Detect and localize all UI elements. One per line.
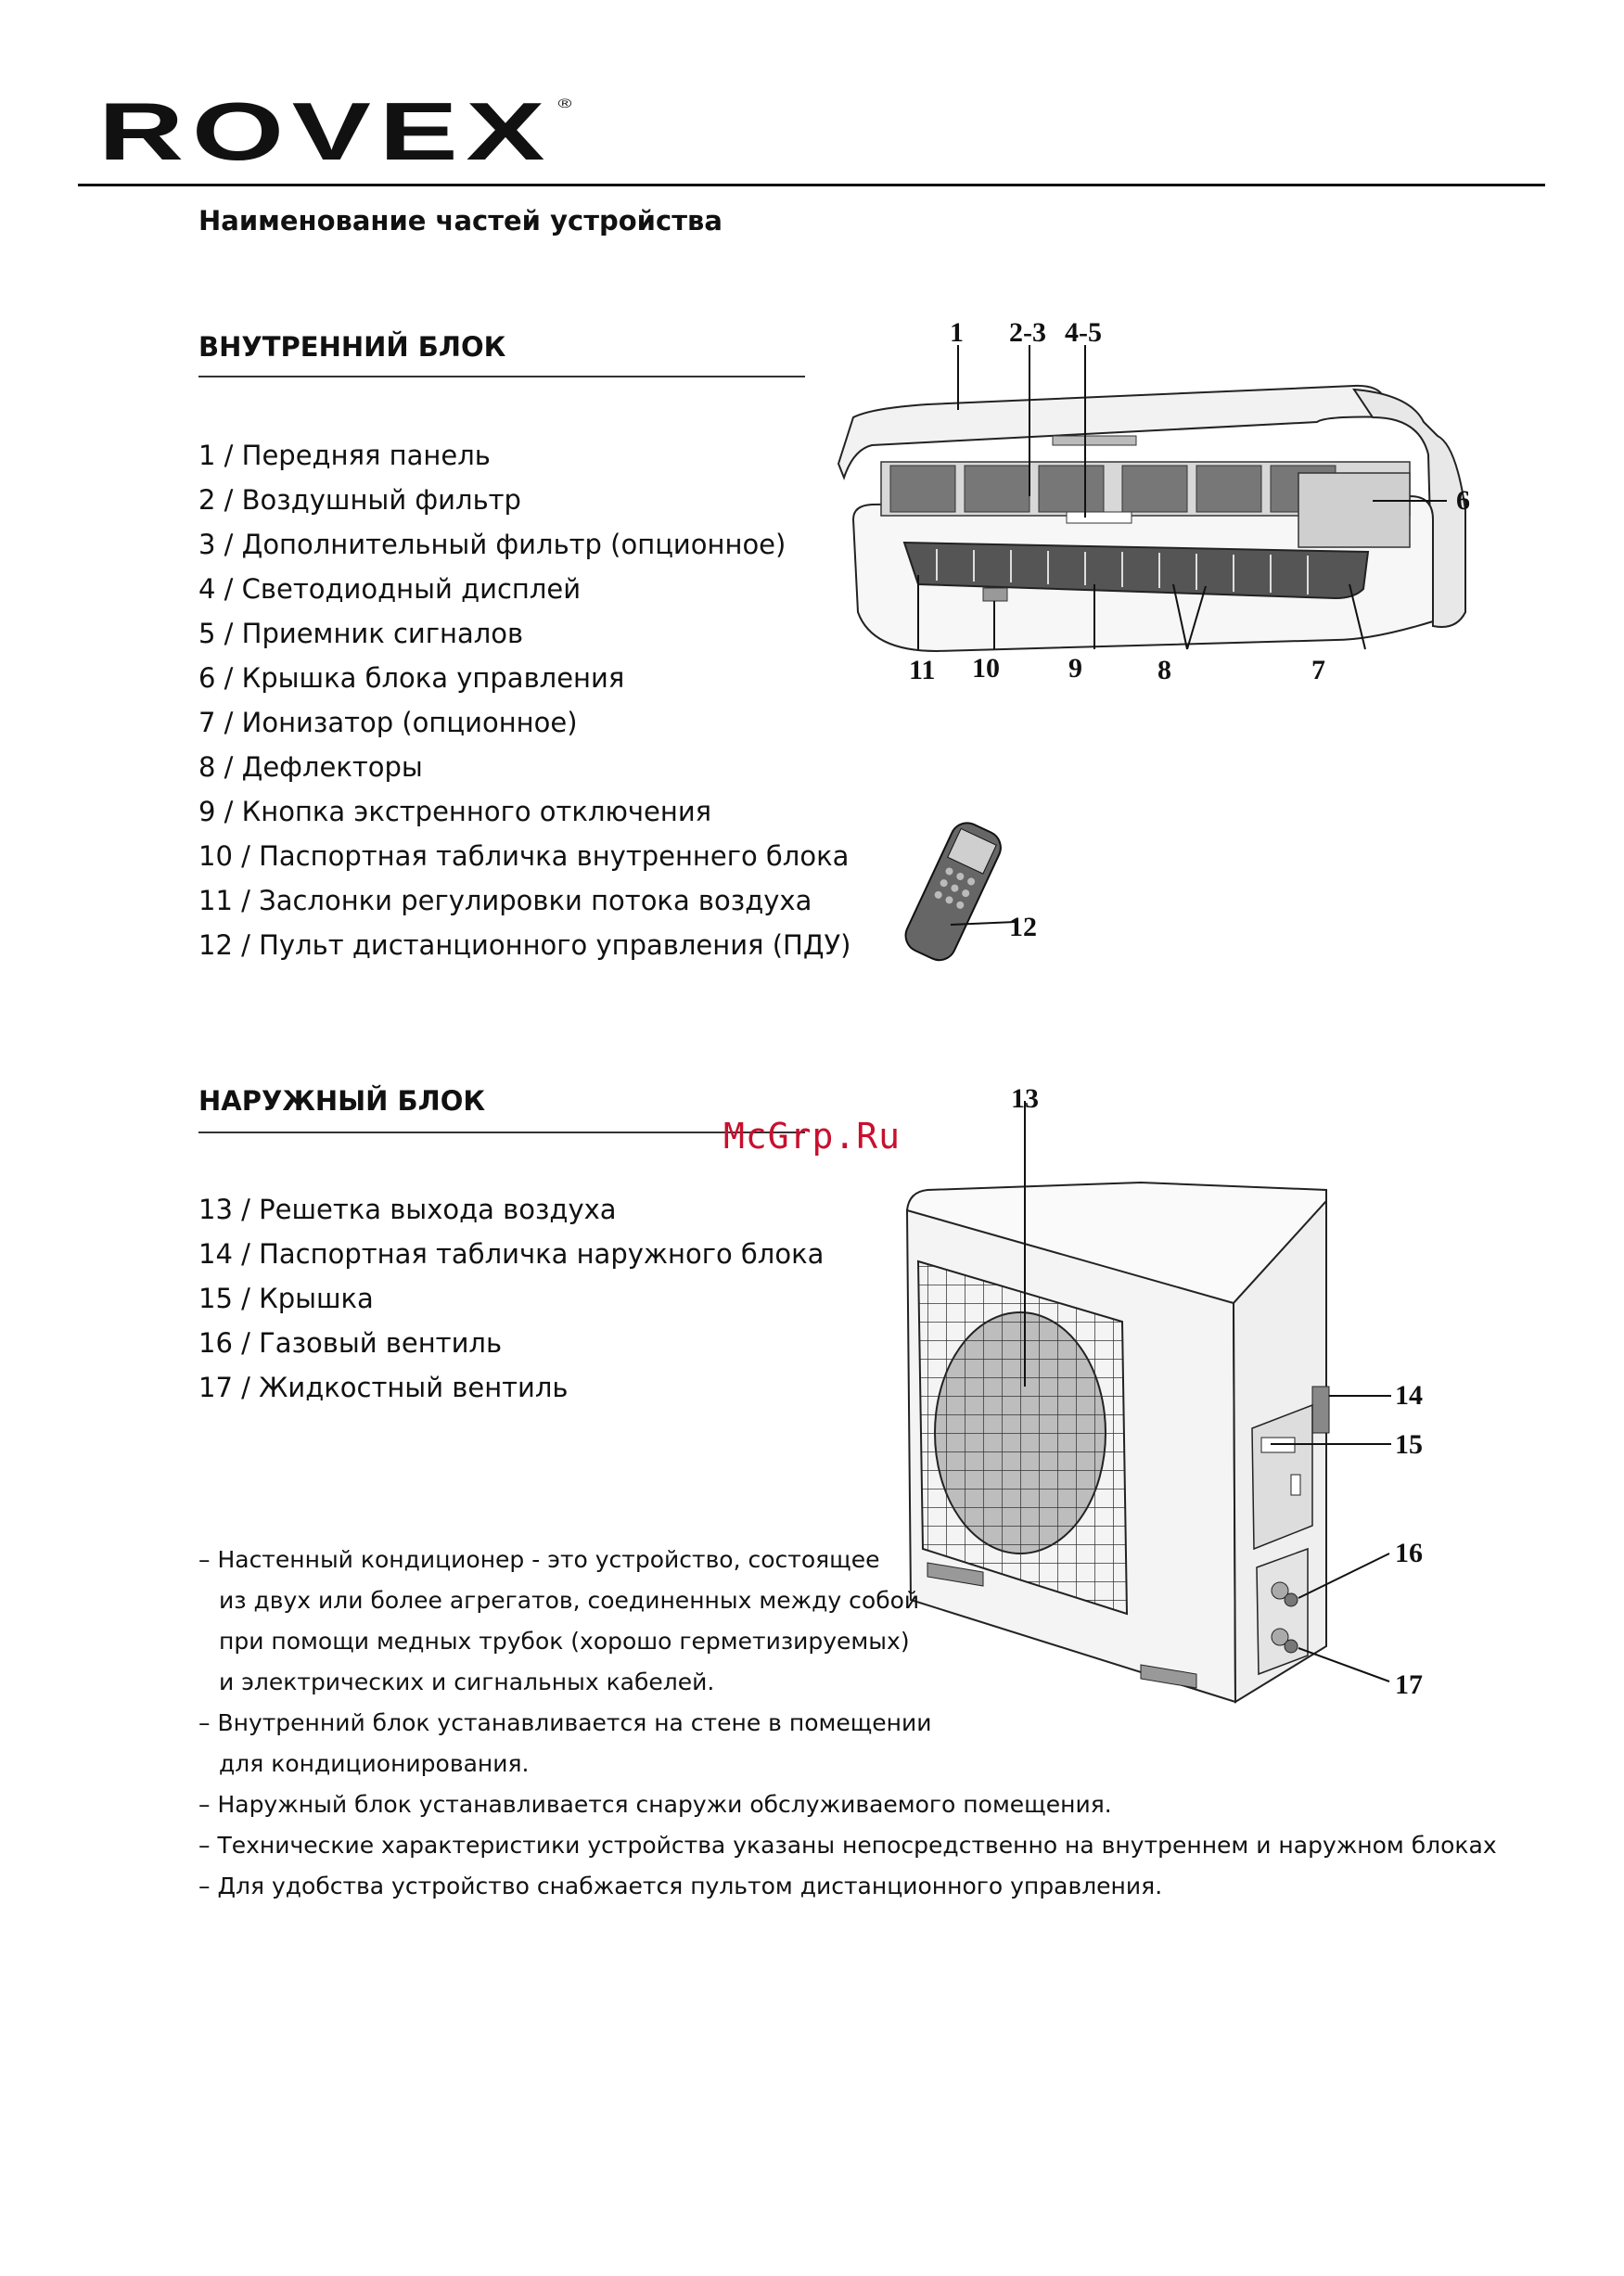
callout-10: 10 bbox=[972, 653, 1000, 684]
outdoor-section-rule bbox=[198, 1132, 805, 1133]
list-item: 11 / Заслонки регулировки потока воздуха bbox=[198, 885, 812, 916]
outdoor-section-title: НАРУЖНЫЙ БЛОК bbox=[198, 1085, 486, 1117]
outdoor-parts-list bbox=[198, 1187, 824, 1410]
logo-text: ROVEX bbox=[98, 85, 554, 177]
callout-17: 17 bbox=[1395, 1669, 1423, 1700]
list-item: 14 / Паспортная табличка наружного блока bbox=[198, 1238, 825, 1270]
note-line: – Настенный кондиционер - это устройство, состоящее bbox=[198, 1546, 880, 1573]
callout-11: 11 bbox=[909, 655, 936, 685]
indoor-section-title: ВНУТРЕННИЙ БЛОК bbox=[198, 331, 506, 363]
list-item: 9 / Кнопка экстренного отключения bbox=[198, 796, 712, 827]
list-item: 15 / Крышка bbox=[198, 1283, 374, 1314]
brand-logo bbox=[98, 85, 572, 177]
callout-15: 15 bbox=[1395, 1429, 1423, 1460]
list-item: 3 / Дополнительный фильтр (опционное) bbox=[198, 529, 786, 560]
callout-16: 16 bbox=[1395, 1538, 1423, 1568]
watermark: McGrp.Ru bbox=[723, 1116, 902, 1157]
callout-12: 12 bbox=[1009, 912, 1037, 942]
note-line: – Внутренний блок устанавливается на стене в помещении bbox=[198, 1709, 932, 1736]
note-line: для кондиционирования. bbox=[219, 1750, 530, 1777]
note-line: – Для удобства устройство снабжается пультом дистанционного управления. bbox=[198, 1873, 1163, 1899]
callout-7: 7 bbox=[1311, 655, 1325, 685]
list-item: 13 / Решетка выхода воздуха bbox=[198, 1194, 617, 1225]
header-rule bbox=[78, 184, 1545, 186]
callout-6: 6 bbox=[1456, 485, 1470, 516]
list-item: 4 / Светодиодный дисплей bbox=[198, 573, 582, 605]
list-item: 2 / Воздушный фильтр bbox=[198, 484, 521, 516]
list-item: 7 / Ионизатор (опционное) bbox=[198, 707, 578, 738]
note-line: – Технические характеристики устройства указаны непосредственно на внутреннем и наружном блоках bbox=[198, 1832, 1497, 1859]
indoor-parts-list bbox=[198, 433, 850, 967]
note-line: из двух или более агрегатов, соединенных между собой bbox=[219, 1587, 920, 1614]
registered-mark: ® bbox=[557, 96, 572, 110]
list-item: 8 / Дефлекторы bbox=[198, 751, 423, 783]
callout-1: 1 bbox=[950, 317, 964, 348]
callout-8: 8 bbox=[1157, 655, 1171, 685]
callout-9: 9 bbox=[1068, 653, 1082, 684]
indoor-section-rule bbox=[198, 376, 805, 377]
callout-4-5: 4-5 bbox=[1065, 317, 1102, 348]
note-line: при помощи медных трубок (хорошо герметизируемых) bbox=[219, 1628, 910, 1655]
remote-control-illustration bbox=[886, 816, 1016, 965]
list-item: 1 / Передняя панель bbox=[198, 440, 491, 471]
list-item: 6 / Крышка блока управления bbox=[198, 662, 625, 694]
list-item: 12 / Пульт дистанционного управления (ПДУ) bbox=[198, 929, 851, 961]
note-line: и электрических и сигнальных кабелей. bbox=[219, 1669, 715, 1695]
callout-14: 14 bbox=[1395, 1380, 1423, 1411]
list-item: 17 / Жидкостный вентиль bbox=[198, 1372, 569, 1403]
callout-13: 13 bbox=[1011, 1083, 1039, 1114]
list-item: 5 / Приемник сигналов bbox=[198, 618, 524, 649]
page-title: Наименование частей устройства bbox=[198, 205, 722, 237]
notes-list bbox=[198, 1540, 1497, 1907]
list-item: 10 / Паспортная табличка внутреннего блока bbox=[198, 840, 850, 872]
note-line: – Наружный блок устанавливается снаружи обслуживаемого помещения. bbox=[198, 1791, 1112, 1818]
callout-2-3: 2-3 bbox=[1009, 317, 1046, 348]
list-item: 16 / Газовый вентиль bbox=[198, 1327, 503, 1359]
